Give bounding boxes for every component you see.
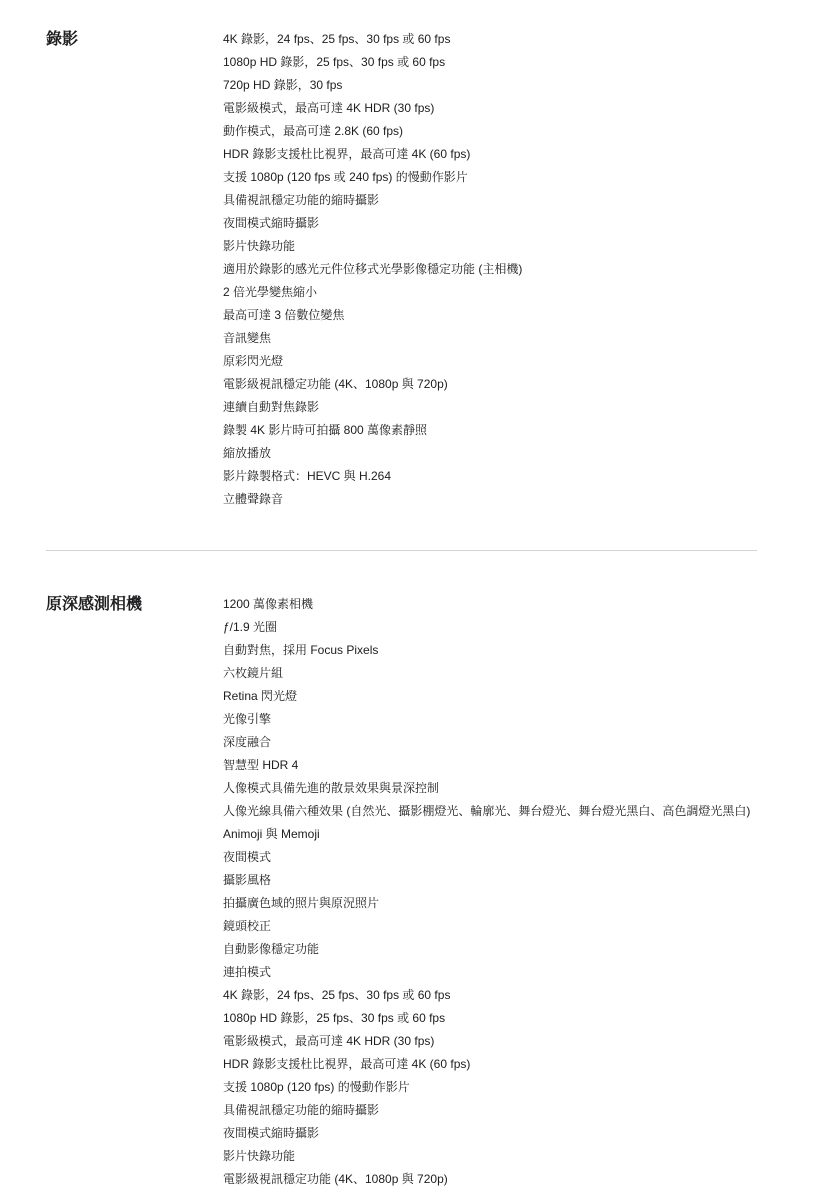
spec-item: 影片錄製格式：HEVC 與 H.264 [223,469,392,483]
spec-item: 連拍模式 [223,965,272,979]
spec-item: 音訊變焦 [223,331,272,345]
truedepth-camera-title: 原深感測相機 [46,596,143,613]
spec-item: 電影級模式，最高可達 4K HDR (30 fps) [223,101,435,115]
spec-item: 1200 萬像素相機 [223,597,314,611]
spec-item: 支援 1080p (120 fps 或 240 fps) 的慢動作影片 [223,170,468,184]
spec-item: 立體聲錄音 [223,492,284,506]
spec-item: 連續自動對焦錄影 [223,400,320,414]
spec-item: Animoji 與 Memoji [223,827,320,841]
spec-item: 人像光線具備六種效果 (自然光、攝影棚燈光、輪廓光、舞台燈光、舞台燈光黑白、高色調燈光黑白) [223,804,751,818]
spec-item: 縮放播放 [223,446,272,460]
spec-item: 最高可達 3 倍數位變焦 [223,308,345,322]
spec-item: 人像模式具備先進的散景效果與景深控制 [223,781,440,795]
spec-item: Retina 閃光燈 [223,689,298,703]
spec-item: 夜間模式 [223,850,272,864]
spec-item: 影片快錄功能 [223,239,296,253]
section-divider [46,550,757,551]
spec-item: 支援 1080p (120 fps) 的慢動作影片 [223,1080,410,1094]
spec-item: 動作模式，最高可達 2.8K (60 fps) [223,124,404,138]
spec-item: HDR 錄影支援杜比視界，最高可達 4K (60 fps) [223,147,471,161]
spec-item: 夜間模式縮時攝影 [223,1126,320,1140]
spec-item: 具備視訊穩定功能的縮時攝影 [223,193,380,207]
spec-item: ƒ/1.9 光圈 [223,620,278,634]
truedepth-camera-spec-list [223,593,750,1191]
spec-item: 4K 錄影，24 fps、25 fps、30 fps 或 60 fps [223,988,451,1002]
spec-item: 1080p HD 錄影，25 fps、30 fps 或 60 fps [223,1011,446,1025]
spec-item: 夜間模式縮時攝影 [223,216,320,230]
video-recording-spec-list [223,28,522,511]
spec-item: 原彩閃光燈 [223,354,284,368]
spec-item: 2 倍光學變焦縮小 [223,285,318,299]
spec-item: 電影級視訊穩定功能 (4K、1080p 與 720p) [223,377,448,391]
spec-item: 智慧型 HDR 4 [223,758,299,772]
spec-item: 拍攝廣色域的照片與原況照片 [223,896,380,910]
spec-item: 電影級模式，最高可達 4K HDR (30 fps) [223,1034,435,1048]
spec-item: 錄製 4K 影片時可拍攝 800 萬像素靜照 [223,423,428,437]
spec-item: 4K 錄影，24 fps、25 fps、30 fps 或 60 fps [223,32,451,46]
spec-item: 適用於錄影的感光元件位移式光學影像穩定功能 (主相機) [223,262,523,276]
spec-item: 光像引擎 [223,712,272,726]
spec-item: 六枚鏡片組 [223,666,284,680]
spec-item: 自動對焦，採用 Focus Pixels [223,643,379,657]
spec-item: 深度融合 [223,735,272,749]
video-recording-title: 錄影 [46,31,79,48]
spec-item: HDR 錄影支援杜比視界，最高可達 4K (60 fps) [223,1057,471,1071]
spec-item: 攝影風格 [223,873,272,887]
spec-item: 自動影像穩定功能 [223,942,320,956]
spec-item: 鏡頭校正 [223,919,272,933]
spec-item: 電影級視訊穩定功能 (4K、1080p 與 720p) [223,1172,448,1186]
spec-item: 1080p HD 錄影，25 fps、30 fps 或 60 fps [223,55,446,69]
spec-item: 具備視訊穩定功能的縮時攝影 [223,1103,380,1117]
spec-item: 影片快錄功能 [223,1149,296,1163]
spec-item: 720p HD 錄影，30 fps [223,78,343,92]
